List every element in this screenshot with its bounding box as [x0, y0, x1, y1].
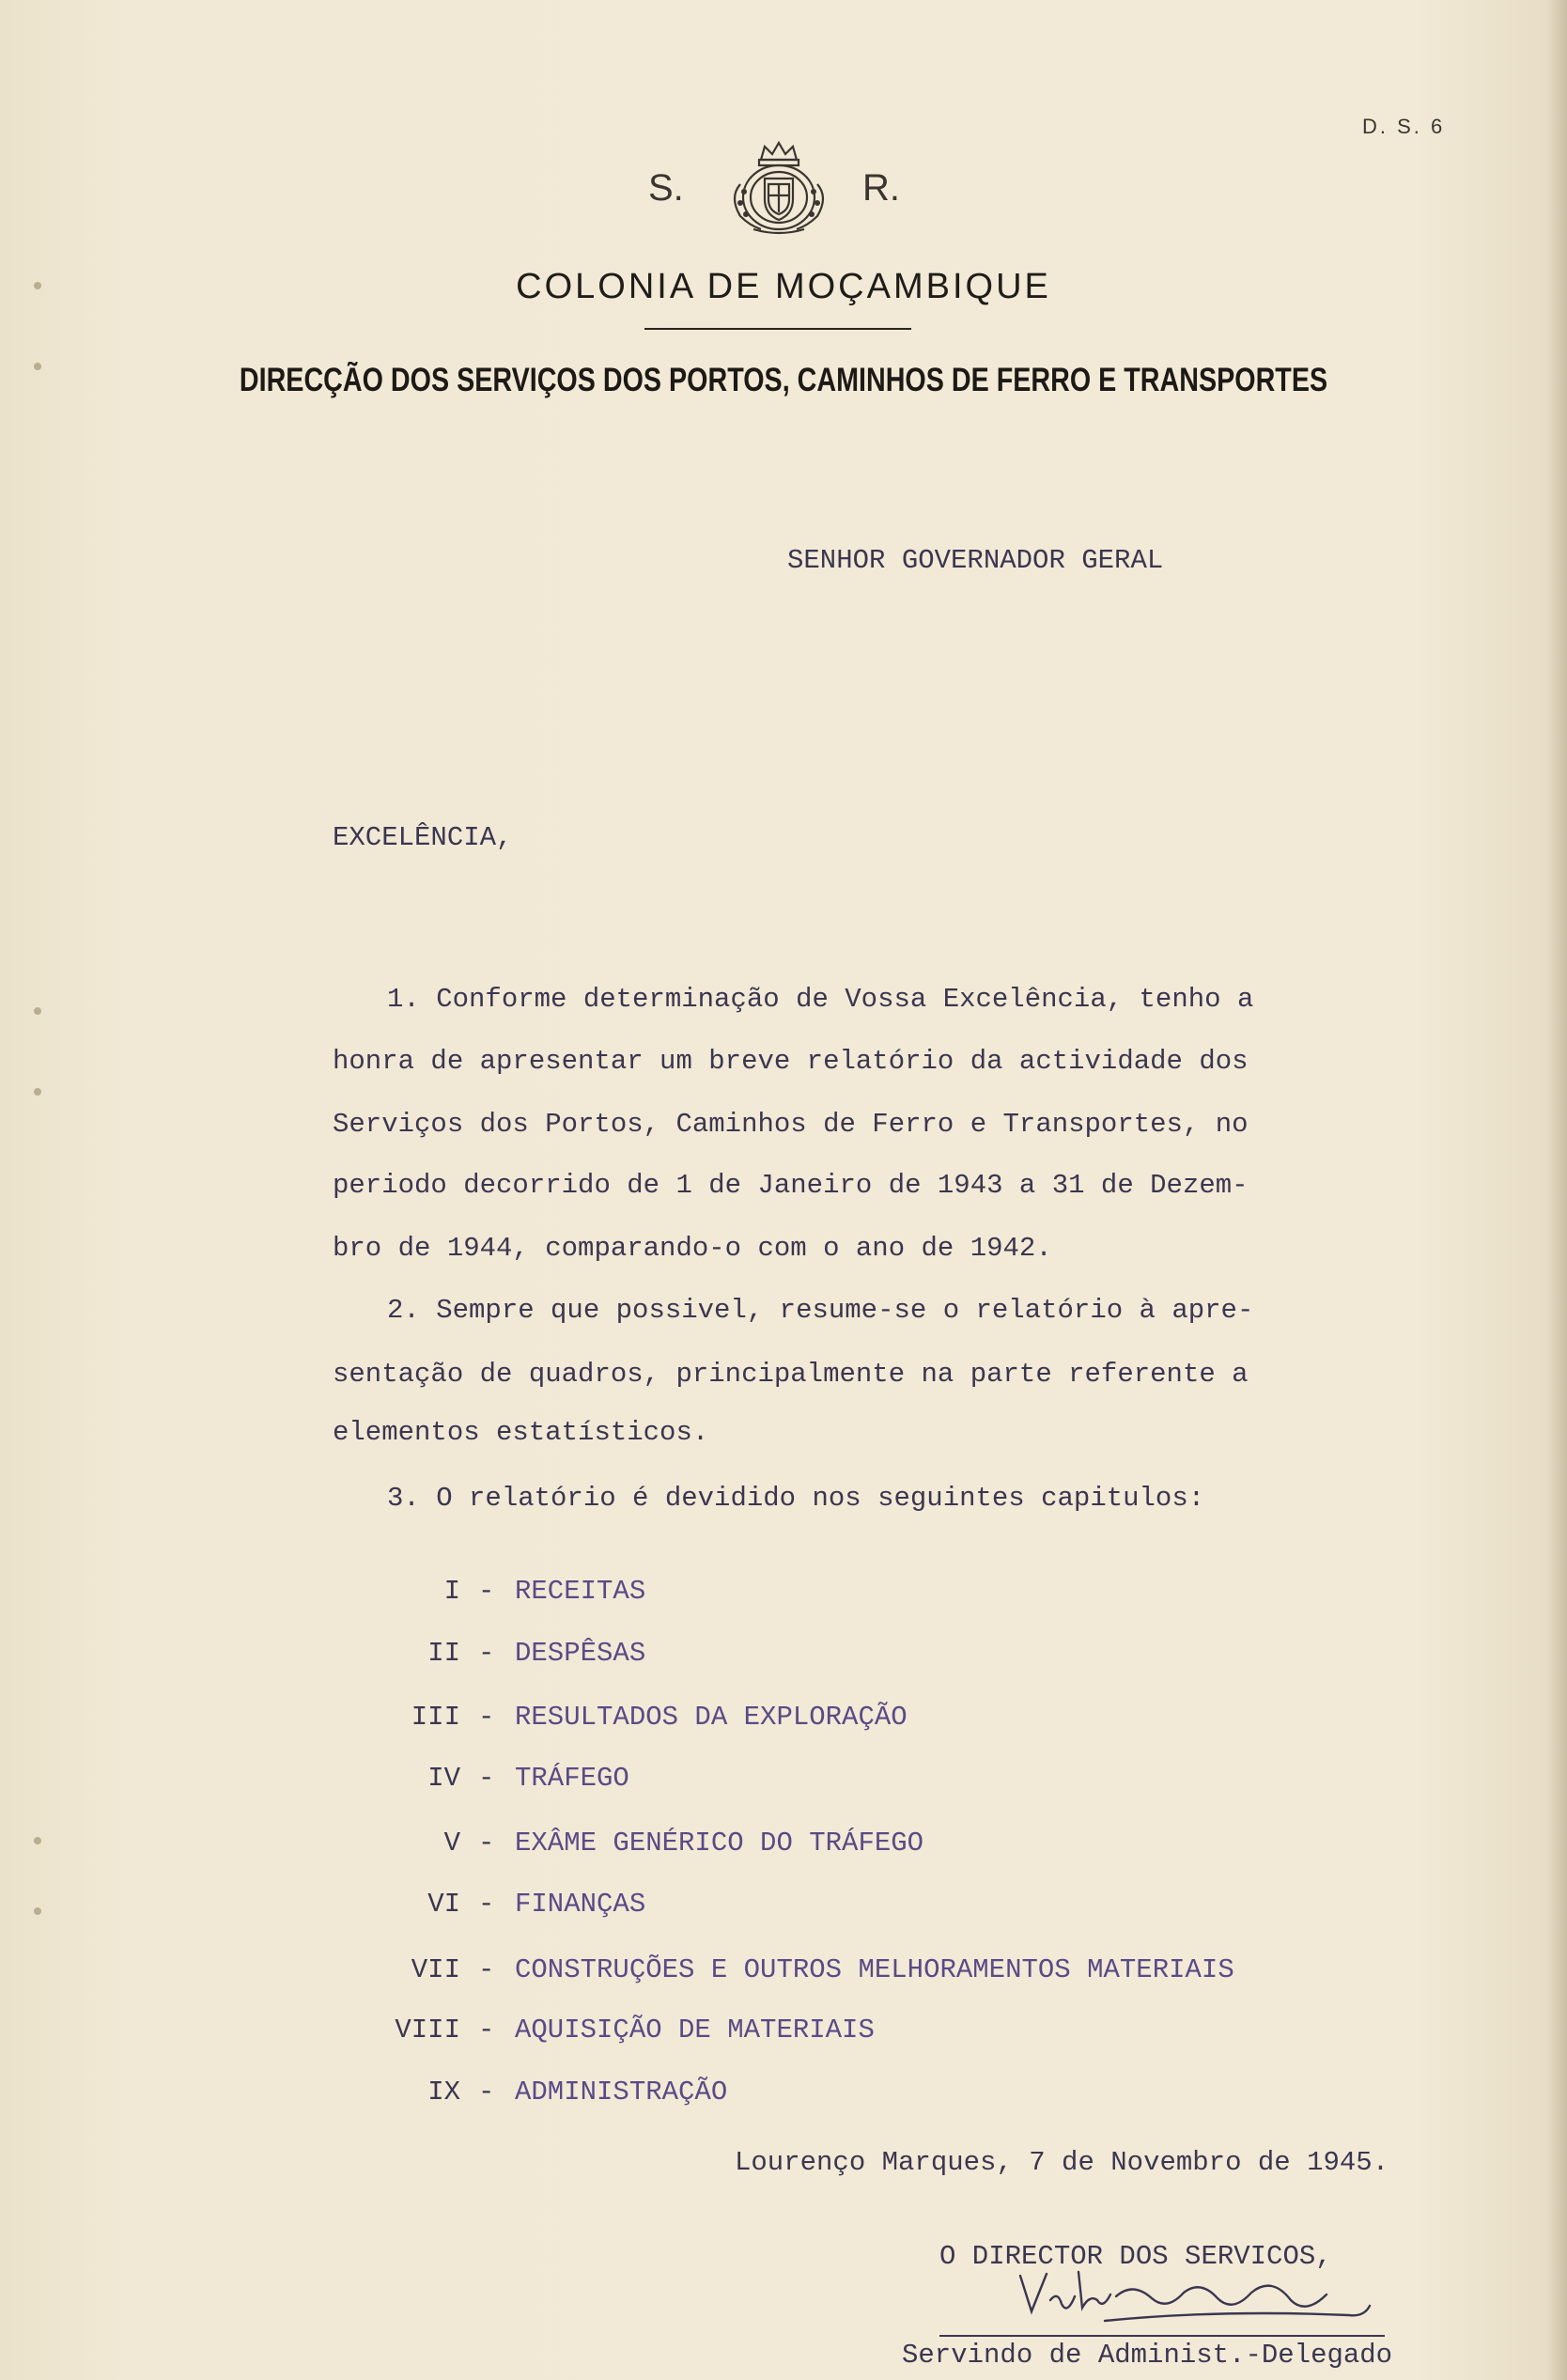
paper-edge-shadow [1546, 0, 1567, 2380]
chapter-number: III [411, 1702, 460, 1733]
punch-mark [34, 1088, 41, 1096]
paragraph-2-line: 2. Sempre que possivel, resume-se o relatório à apre- [387, 1295, 1254, 1326]
chapter-title: EXÂME GENÉRICO DO TRÁFEGO [515, 1828, 924, 1859]
chapter-number: V [443, 1828, 460, 1859]
greeting: EXCELÊNCIA, [333, 822, 513, 853]
reference-code: D. S. 6 [1362, 115, 1446, 138]
paragraph-1-line: periodo decorrido de 1 de Janeiro de 1943 a 31 de Dezem- [333, 1170, 1249, 1201]
paragraph-1-line: honra de apresentar um breve relatório da actividade dos [333, 1046, 1249, 1077]
paragraph-1-line: Serviços dos Portos, Caminhos de Ferro e Transportes, no [333, 1109, 1249, 1140]
punch-mark [34, 1837, 41, 1844]
chapter-title: ADMINISTRAÇÃO [515, 2077, 728, 2108]
colony-heading: COLONIA DE MOÇAMBIQUE [516, 267, 1051, 306]
department-heading: DIRECÇÃO DOS SERVIÇOS DOS PORTOS, CAMINHOS DE FERRO E TRANSPORTES [239, 362, 1328, 398]
chapter-number: II [427, 1638, 460, 1669]
chapter-title: CONSTRUÇÕES E OUTROS MELHORAMENTOS MATERIAIS [515, 1954, 1234, 1985]
chapter-title: TRÁFEGO [515, 1763, 629, 1794]
punch-mark [34, 363, 41, 370]
chapter-dash: - [478, 1889, 495, 1920]
heading-divider [644, 328, 911, 330]
chapter-number: VIII [395, 2014, 460, 2046]
dateline: Lourenço Marques, 7 de Novembro de 1945. [735, 2147, 1389, 2178]
sr-letter-right: R. [862, 167, 900, 209]
chapter-dash: - [478, 1576, 495, 1607]
chapter-dash: - [478, 1954, 495, 1985]
punch-mark [34, 1007, 41, 1015]
signature-line [939, 2335, 1385, 2337]
chapter-dash: - [478, 1763, 495, 1794]
chapter-dash: - [478, 2077, 495, 2108]
addressee: SENHOR GOVERNADOR GERAL [787, 545, 1164, 576]
chapter-number: IV [427, 1763, 460, 1794]
chapter-title: RESULTADOS DA EXPLORAÇÃO [515, 1702, 908, 1733]
paragraph-2-line: elementos estatísticos. [333, 1417, 709, 1448]
chapter-dash: - [478, 1702, 495, 1733]
coat-of-arms-icon [723, 139, 834, 241]
chapter-dash: - [478, 1828, 495, 1859]
sr-letter-left: S. [648, 167, 684, 209]
paragraph-3: 3. O relatório é devidido nos seguintes capitulos: [387, 1483, 1205, 1514]
signature-icon [992, 2263, 1387, 2338]
chapter-title: AQUISIÇÃO DE MATERIAIS [515, 2014, 875, 2046]
chapter-number: VII [411, 1954, 460, 1985]
punch-mark [34, 1907, 41, 1915]
chapter-title: RECEITAS [515, 1576, 646, 1607]
signatory-role: Servindo de Administ.-Delegado [902, 2340, 1393, 2371]
director-title: O DIRECTOR DOS SERVICOS, [939, 2241, 1332, 2272]
paragraph-1-line: bro de 1944, comparando-o com o ano de 1942. [333, 1233, 1052, 1264]
chapter-number: VI [427, 1889, 460, 1920]
chapter-dash: - [478, 2014, 495, 2046]
chapter-number: IX [427, 2077, 460, 2108]
chapter-title: FINANÇAS [515, 1889, 646, 1920]
chapter-number: I [443, 1576, 460, 1607]
paragraph-2-line: sentação de quadros, principalmente na parte referente a [333, 1359, 1249, 1390]
chapter-title: DESPÊSAS [515, 1638, 646, 1669]
chapter-dash: - [478, 1638, 495, 1669]
paragraph-1-line: 1. Conforme determinação de Vossa Excelência, tenho a [387, 984, 1254, 1015]
